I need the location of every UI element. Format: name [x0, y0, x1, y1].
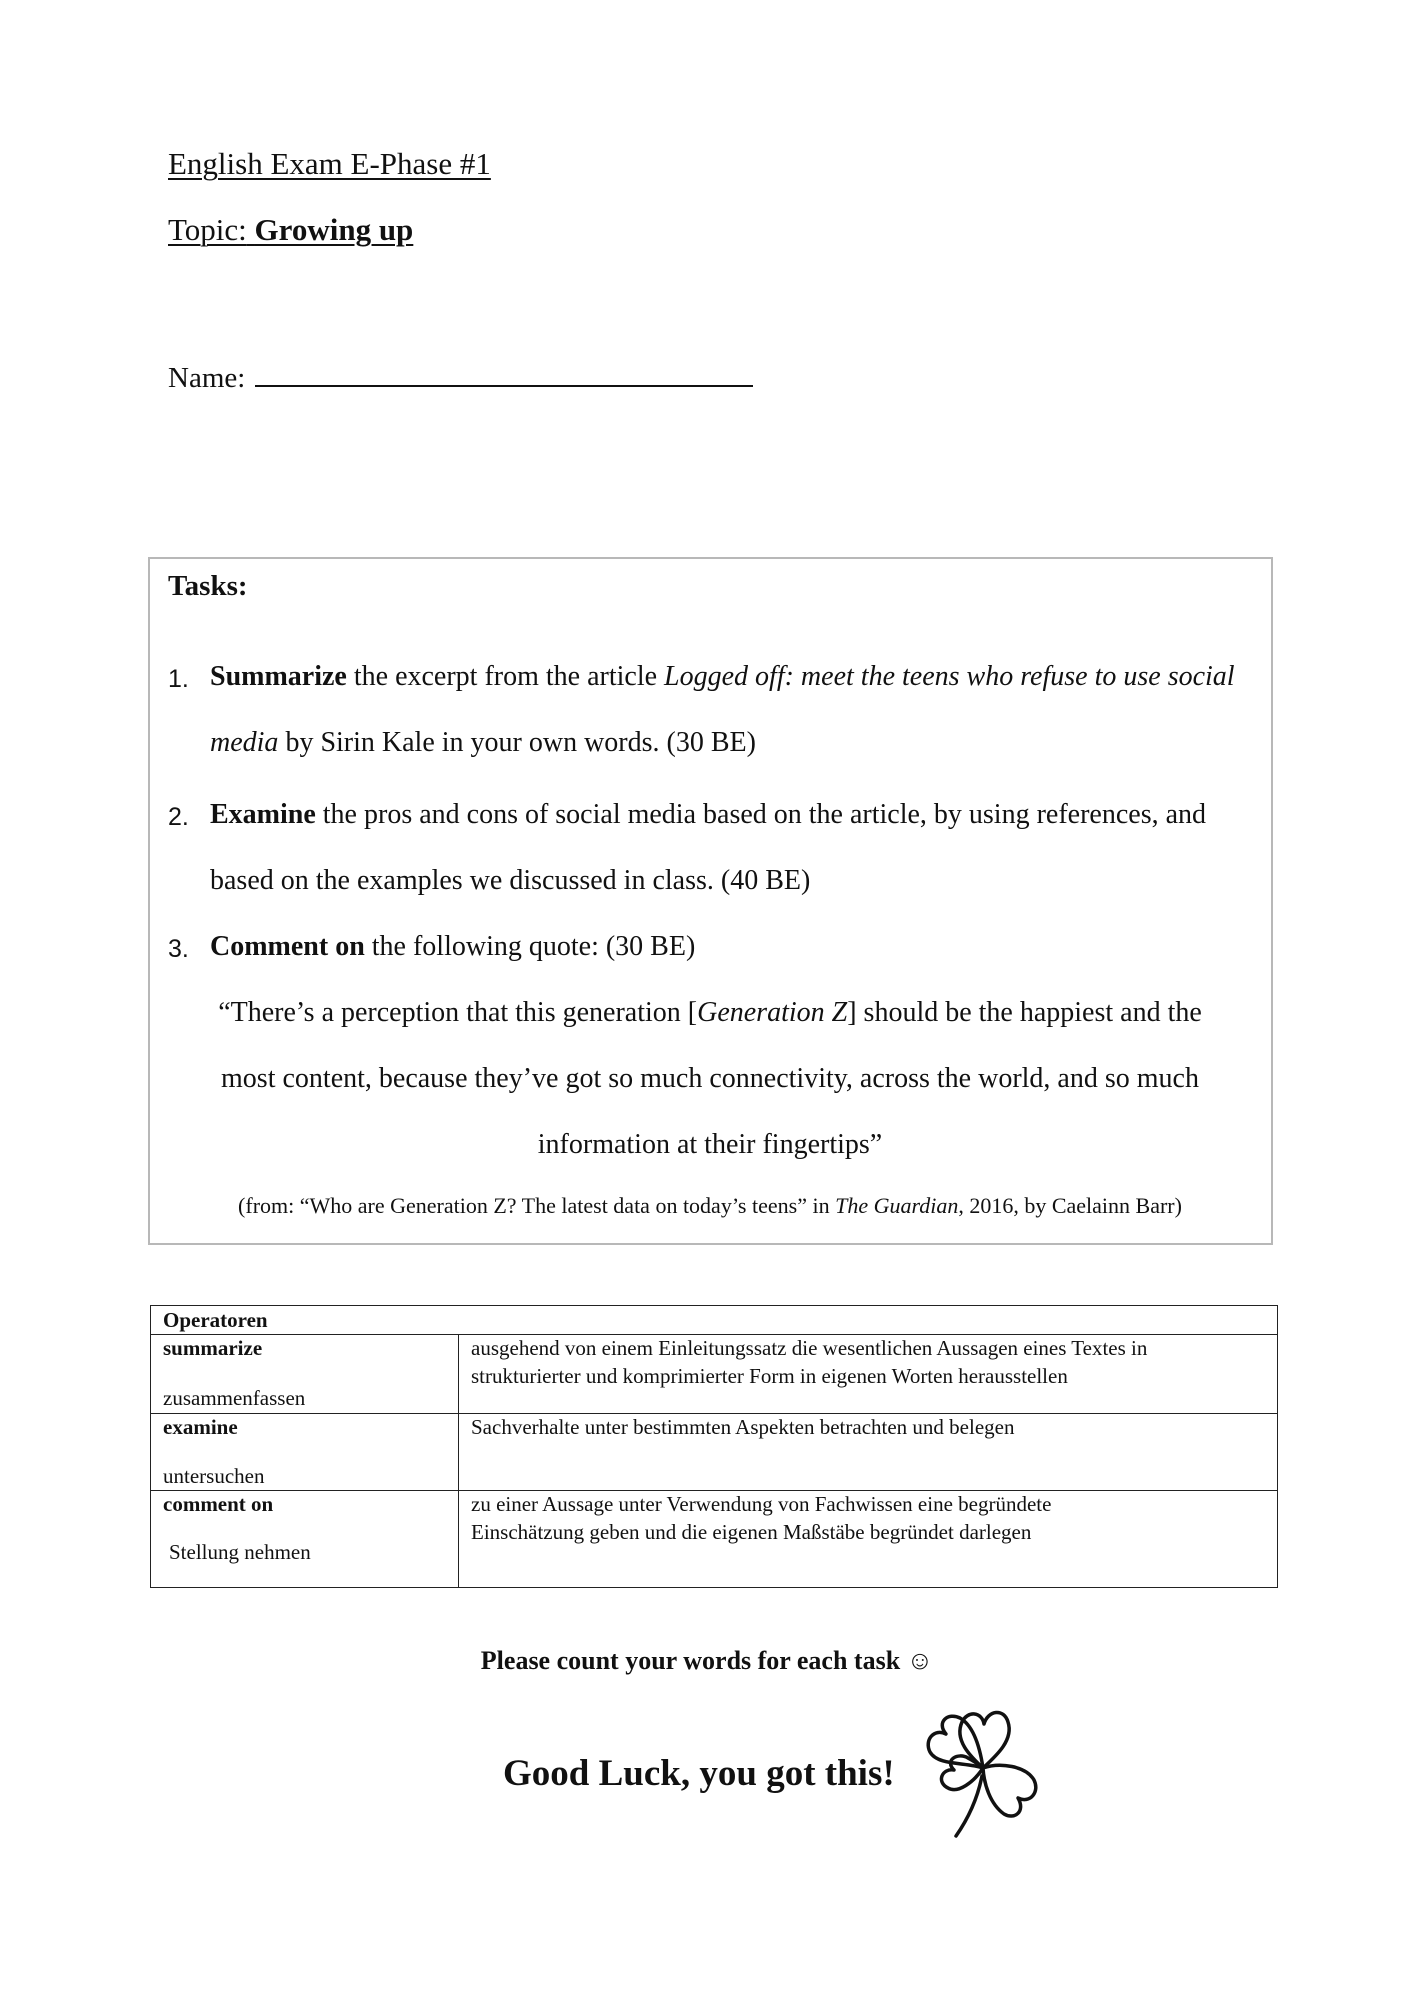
operator-german-summarize: zusammenfassen — [163, 1386, 306, 1410]
source-publication: The Guardian — [835, 1193, 959, 1218]
name-label: Name: — [168, 362, 246, 394]
topic-value: Growing up — [254, 212, 414, 247]
task-3-line-1 — [210, 931, 695, 963]
operator-comment-on: comment on — [163, 1492, 274, 1516]
operator-description-examine: Sachverhalte unter bestimmten Aspekten betrachten und belegen — [471, 1415, 1015, 1439]
quote-source — [150, 1193, 1270, 1219]
operator-german-examine: untersuchen — [163, 1464, 265, 1488]
quote-line-1 — [210, 997, 1210, 1029]
topic-label: Topic: — [168, 212, 247, 247]
quote-line-3: information at their fingertips” — [537, 1129, 883, 1160]
operators-heading: Operatoren — [163, 1308, 268, 1332]
operator-description-comment-on-cont: Einschätzung geben und die eigenen Maßstäbe begründet darlegen — [471, 1520, 1032, 1544]
article-title-cont: media — [210, 727, 279, 758]
quote-italic: Generation Z — [697, 997, 848, 1028]
topic-line — [168, 212, 413, 248]
good-luck-message: Good Luck, you got this! — [503, 1753, 895, 1794]
task-3-operator: Comment on — [210, 931, 365, 962]
name-blank-line[interactable] — [255, 363, 753, 387]
operator-description-summarize: ausgehend von einem Einleitungssatz die wesentlichen Aussagen eines Textes in — [471, 1336, 1148, 1360]
operator-summarize: summarize — [163, 1336, 263, 1360]
operator-description-comment-on: zu einer Aussage unter Verwendung von Fachwissen eine begründete — [471, 1492, 1052, 1516]
task-3-text: the following quote: (30 BE) — [364, 931, 696, 962]
source-text: (from: “Who are Generation Z? The latest data on today’s teens” in — [238, 1193, 836, 1218]
task-2-line-2: based on the examples we discussed in class. (40 BE) — [210, 865, 811, 896]
task-3-number: 3. — [168, 935, 189, 963]
task-1-line-1 — [210, 661, 1235, 693]
quote-text: “There’s a perception that this generation [ — [218, 997, 698, 1028]
tasks-heading: Tasks: — [168, 570, 248, 602]
task-2-line-1 — [210, 799, 1206, 831]
source-text-after: , 2016, by Caelainn Barr) — [958, 1193, 1182, 1218]
quote-line-2: most content, because they’ve got so much connectivity, across the world, and so much — [221, 1063, 1199, 1094]
task-2-text: the pros and cons of social media based on the article, by using references, and — [315, 799, 1207, 830]
task-2-operator: Examine — [210, 799, 316, 830]
quote-text-after: ] should be the happiest and the — [847, 997, 1202, 1028]
task-1-operator: Summarize — [210, 661, 347, 692]
exam-title: English Exam E-Phase #1 — [168, 146, 491, 181]
task-1-line-2 — [210, 727, 756, 759]
task-2-number: 2. — [168, 803, 189, 831]
task-1-number: 1. — [168, 665, 189, 693]
clover-icon — [918, 1696, 1048, 1846]
name-field — [168, 362, 753, 395]
operator-examine: examine — [163, 1415, 238, 1439]
operator-german-comment-on: Stellung nehmen — [169, 1540, 311, 1564]
operators-table — [150, 1305, 1278, 1588]
article-title: Logged off: meet the teens who refuse to use social — [664, 661, 1235, 692]
task-1-text: the excerpt from the article — [346, 661, 665, 692]
word-count-note: Please count your words for each task ☺ — [480, 1646, 934, 1675]
operator-description-summarize-cont: strukturierter und komprimierter Form in eigenen Worten herausstellen — [471, 1364, 1068, 1388]
task-1-text-after: by Sirin Kale in your own words. (30 BE) — [278, 727, 756, 758]
